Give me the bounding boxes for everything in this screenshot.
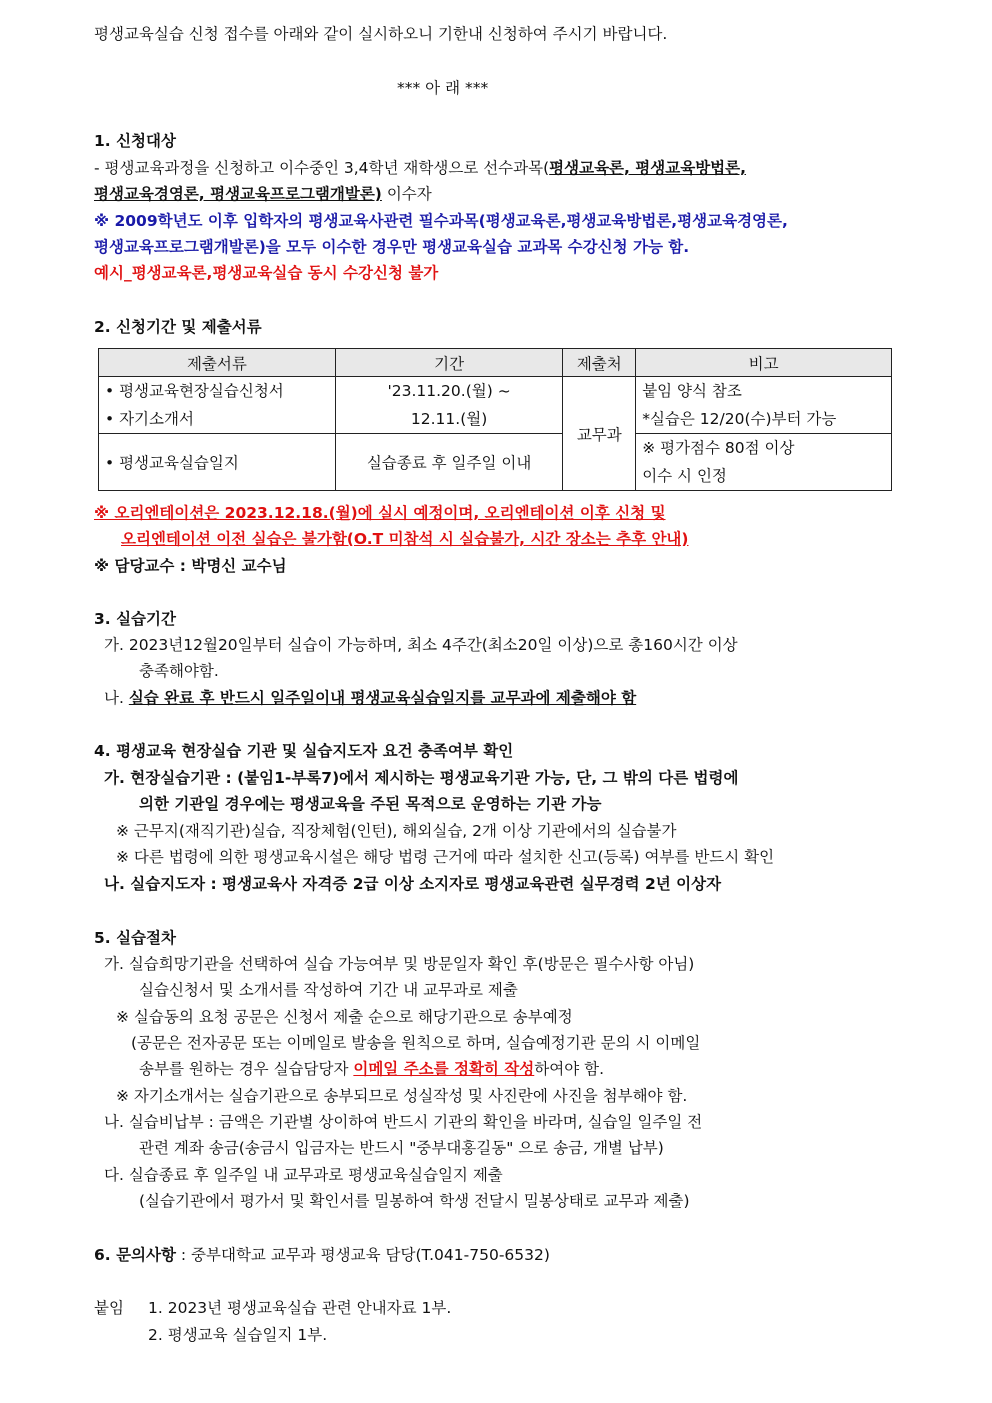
s1-note-line-1: ※ 2009학년도 이후 입학자의 평생교육사관련 필수과목(평생교육론,평생교육방법론,평생교육경영론,: [94, 212, 788, 230]
s4-ga-line-2: 의한 기관일 경우에는 평생교육을 주된 목적으로 운영하는 기관 가능: [139, 795, 602, 813]
s5-da-line-2: (실습기관에서 평가서 및 확인서를 밀봉하여 학생 전달시 밀봉상태로 교무과 제출): [139, 1192, 690, 1210]
s1-required-courses-2: 평생교육경영론, 평생교육프로그램개발론): [94, 185, 382, 203]
s3-na-text: 실습 완료 후 반드시 일주일이내 평생교육실습일지를 교무과에 제출해야 함: [128, 689, 637, 707]
attach-item-2: 2. 평생교육 실습일지 1부.: [148, 1326, 328, 1344]
s1-required-courses-1: 평생교육론, 평생교육방법론,: [549, 159, 747, 177]
header-period: 기간: [335, 349, 563, 377]
s5-ga-line-2: 실습신청서 및 소개서를 작성하여 기간 내 교무과로 제출: [139, 981, 518, 999]
remark-credit: 이수 시 인정: [642, 467, 727, 485]
doc-self-intro: • 자기소개서: [105, 410, 194, 428]
orientation-line-2: 오리엔테이션 이전 실습은 불가함(O.T 미참석 시 실습불가, 시간 장소는 추후 안내): [121, 530, 689, 548]
s3-ga-line-2: 충족해야함.: [139, 662, 219, 680]
s4-na-line: 나. 실습지도자 : 평생교육사 자격증 2급 이상 소지자로 평생교육관련 실무경력 2년 이상자: [104, 875, 722, 893]
s1-line-1: [94, 157, 746, 179]
section-2-title: 2. 신청기간 및 제출서류: [94, 318, 262, 336]
s5-note-1: ※ 실습동의 요청 공문은 신청서 제출 순으로 해당기관으로 송부예정: [116, 1008, 573, 1026]
s5-email-emphasis: 이메일 주소를 정확히 작성: [353, 1060, 535, 1078]
section-1-title: 1. 신청대상: [94, 132, 176, 150]
s5-ga-line-1: 가. 실습희망기관을 선택하여 실습 가능여부 및 방문일자 확인 후(방문은 필수사항 아님): [104, 955, 695, 973]
remark-score: ※ 평가점수 80점 이상: [642, 439, 795, 457]
period-cell-1: [335, 377, 563, 434]
period-start: '23.11.20.(월) ~: [387, 382, 511, 400]
period-cell-2: 실습종료 후 일주일 이내: [335, 434, 563, 491]
table-row: [99, 434, 892, 491]
period-end: 12.11.(월): [410, 410, 488, 428]
s5-note-2-line-2: [139, 1058, 604, 1080]
s1-line-1-text: - 평생교육과정을 신청하고 이수중인 3,4학년 재학생으로 선수과목(: [94, 159, 550, 177]
table-header-row: [99, 349, 892, 377]
s5-note-3: ※ 자기소개서는 실습기관으로 송부되므로 성실작성 및 사진란에 사진을 첨부해야 함.: [116, 1087, 688, 1105]
header-remarks: 비고: [636, 349, 892, 377]
remarks-cell-2: [636, 434, 892, 491]
section-6-line: [94, 1244, 550, 1266]
section-6-title: 6. 문의사항: [94, 1246, 176, 1264]
table-row: [99, 377, 892, 434]
s3-na-line: [104, 687, 636, 709]
s4-note-2: ※ 다른 법령에 의한 평생교육시설은 해당 법령 근거에 따라 설치한 신고(등록) 여부를 반드시 확인: [116, 848, 775, 866]
attach-label: 붙임: [94, 1299, 124, 1317]
office-cell: 교무과: [563, 377, 636, 491]
remark-start-date: *실습은 12/20(수)부터 가능: [642, 410, 837, 428]
attach-item-1: 1. 2023년 평생교육실습 관련 안내자료 1부.: [148, 1299, 452, 1317]
s5-na-line-1: 나. 실습비납부 : 금액은 기관별 상이하여 반드시 기관의 확인을 바라며, 실습일 일주일 전: [104, 1113, 703, 1131]
section-6-contact: : 중부대학교 교무과 평생교육 담당(T.041-750-6532): [175, 1246, 550, 1264]
s4-note-1: ※ 근무지(재직기관)실습, 직장체험(인턴), 해외실습, 2개 이상 기관에서의 실습불가: [116, 822, 677, 840]
section-5-title: 5. 실습절차: [94, 929, 176, 947]
professor-line: ※ 담당교수 : 박명신 교수님: [94, 557, 287, 575]
s1-note-line-2: 평생교육프로그램개발론)을 모두 이수한 경우만 평생교육실습 교과목 수강신청 가능 함.: [94, 238, 690, 256]
s3-ga-line-1: 가. 2023년12월20일부터 실습이 가능하며, 최소 4주간(최소20일 이상)으로 총160시간 이상: [104, 636, 738, 654]
header-documents: 제출서류: [99, 349, 336, 377]
remarks-cell-1: [636, 377, 892, 434]
s3-na-label: 나.: [104, 689, 129, 707]
intro-text: 평생교육실습 신청 접수를 아래와 같이 실시하오니 기한내 신청하여 주시기 바랍니다.: [94, 25, 668, 43]
header-office: 제출처: [563, 349, 636, 377]
s1-line-2: [94, 183, 432, 205]
s1-example: 예시_평생교육론,평생교육실습 동시 수강신청 불가: [94, 264, 439, 282]
section-4-title: 4. 평생교육 현장실습 기관 및 실습지도자 요건 충족여부 확인: [94, 742, 514, 760]
orientation-line-1: ※ 오리엔테이션은 2023.12.18.(월)에 실시 예정이며, 오리엔테이션 이후 신청 및: [94, 504, 666, 522]
docs-cell-1: [99, 377, 336, 434]
s5-da-line-1: 다. 실습종료 후 일주일 내 교무과로 평생교육실습일지 제출: [104, 1166, 503, 1184]
s1-line-2-text: 이수자: [381, 185, 432, 203]
s5-na-line-2: 관련 계좌 송금(송금시 입금자는 반드시 "중부대홍길동" 으로 송금, 개별 납부): [139, 1139, 664, 1157]
below-heading: *** 아 래 ***: [397, 79, 489, 97]
s4-ga-line-1: 가. 현장실습기관 : (붙임1-부록7)에서 제시하는 평생교육기관 가능, 단, 그 밖의 다른 법령에: [104, 769, 739, 787]
submission-table: [98, 348, 892, 491]
docs-cell-2: • 평생교육실습일지: [99, 434, 336, 491]
s5-note-2-post: 하여야 함.: [534, 1060, 605, 1078]
doc-application: • 평생교육현장실습신청서: [105, 382, 284, 400]
s5-note-2-pre: 송부를 원하는 경우 실습담당자: [139, 1060, 354, 1078]
remark-attachment: 붙임 양식 참조: [642, 382, 742, 400]
s5-note-2-line-1: (공문은 전자공문 또는 이메일로 발송을 원칙으로 하며, 실습예정기관 문의 시 이메일: [131, 1034, 701, 1052]
section-3-title: 3. 실습기간: [94, 610, 176, 628]
